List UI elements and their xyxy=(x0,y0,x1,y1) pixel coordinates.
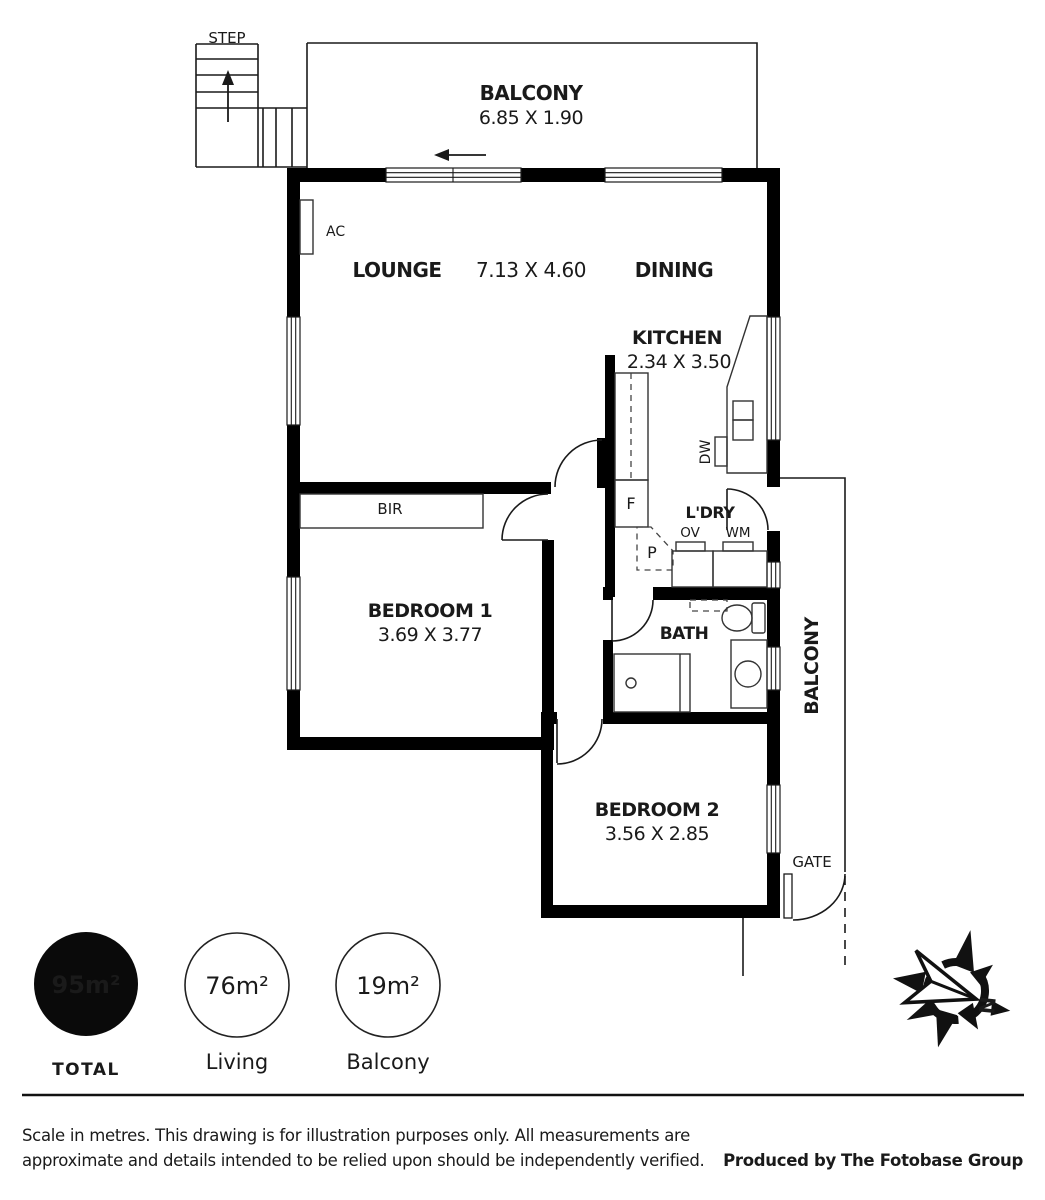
stairs-up-arrow xyxy=(222,70,234,122)
fridge-label: F xyxy=(626,494,636,513)
balcony-value: 19m² xyxy=(356,972,420,1000)
gate-label: GATE xyxy=(792,853,832,871)
bath-shelf xyxy=(690,600,727,611)
balcony-top-label: BALCONY xyxy=(479,81,583,105)
entry-arrow xyxy=(434,149,486,161)
bedroom1-door xyxy=(502,494,548,540)
gate-door xyxy=(784,874,845,920)
laundry-label: L'DRY xyxy=(685,503,735,522)
dishwasher xyxy=(715,437,727,466)
bedroom2-label: BEDROOM 2 xyxy=(594,799,720,821)
produced-by-text: Produced by xyxy=(723,1151,837,1170)
ac-unit xyxy=(300,200,313,254)
window-left-2 xyxy=(287,577,300,690)
area-legend xyxy=(34,932,440,1080)
legend-total xyxy=(34,932,138,1080)
oven xyxy=(676,542,705,551)
bathtub xyxy=(614,654,690,712)
window-right-bedroom2 xyxy=(767,785,780,853)
window-right-laundry xyxy=(767,562,780,588)
ac-label: AC xyxy=(326,224,346,240)
window-right-kitchen xyxy=(767,317,780,440)
total-value: 95m² xyxy=(51,971,121,999)
window-top-2 xyxy=(605,168,722,182)
kitchen-counter-left xyxy=(615,373,648,480)
disclaimer-line2: approximate and details intended to be relied upon should be independently verified. xyxy=(22,1151,705,1170)
window-right-bath xyxy=(767,647,780,690)
footer xyxy=(22,1095,1024,1170)
legend-balcony xyxy=(336,933,440,1074)
laundry-appliances xyxy=(672,542,767,587)
stairs-and-balcony-outline xyxy=(196,43,757,168)
kitchen-bench-right xyxy=(715,316,767,473)
credit-line xyxy=(723,1151,1023,1170)
oven-label: OV xyxy=(680,525,700,541)
dining-label: DINING xyxy=(634,258,714,282)
compass-north-label: N xyxy=(973,995,1000,1016)
washer-label: WM xyxy=(725,525,751,541)
kitchen-label: KITCHEN xyxy=(632,327,722,349)
bedroom1-label: BEDROOM 1 xyxy=(367,600,493,622)
toilet xyxy=(722,603,765,633)
living-label: Living xyxy=(205,1050,269,1074)
vanity xyxy=(731,640,767,708)
step-label: STEP xyxy=(208,29,246,47)
hall-door-arc xyxy=(555,440,602,487)
window-top-1 xyxy=(386,168,521,182)
bedroom2-door xyxy=(557,719,602,764)
legend-living xyxy=(185,933,289,1074)
company-name: The Fotobase Group xyxy=(841,1151,1023,1170)
pantry-label: P xyxy=(647,543,657,562)
living-dims: 7.13 X 4.60 xyxy=(476,258,586,282)
bath-label: BATH xyxy=(659,624,709,644)
bedroom1-dims: 3.69 X 3.77 xyxy=(377,624,483,646)
kitchen-dims: 2.34 X 3.50 xyxy=(626,351,732,373)
balcony-label: Balcony xyxy=(346,1050,430,1074)
balcony-top-dims: 6.85 X 1.90 xyxy=(478,107,584,129)
balcony-side-label: BALCONY xyxy=(801,617,823,715)
lounge-label: LOUNGE xyxy=(352,258,442,282)
bir-label: BIR xyxy=(377,500,403,518)
dishwasher-label: DW xyxy=(698,439,714,465)
bedroom2-dims: 3.56 X 2.85 xyxy=(604,823,710,845)
living-value: 76m² xyxy=(205,972,269,1000)
window-left-1 xyxy=(287,317,300,425)
side-balcony-outline xyxy=(743,478,845,976)
disclaimer-line1: Scale in metres. This drawing is for illustration purposes only. All measurements are xyxy=(22,1126,690,1145)
bath-door xyxy=(612,600,653,641)
washing-machine xyxy=(723,542,753,551)
total-label: TOTAL xyxy=(52,1060,120,1080)
compass-north-icon xyxy=(886,923,1018,1055)
